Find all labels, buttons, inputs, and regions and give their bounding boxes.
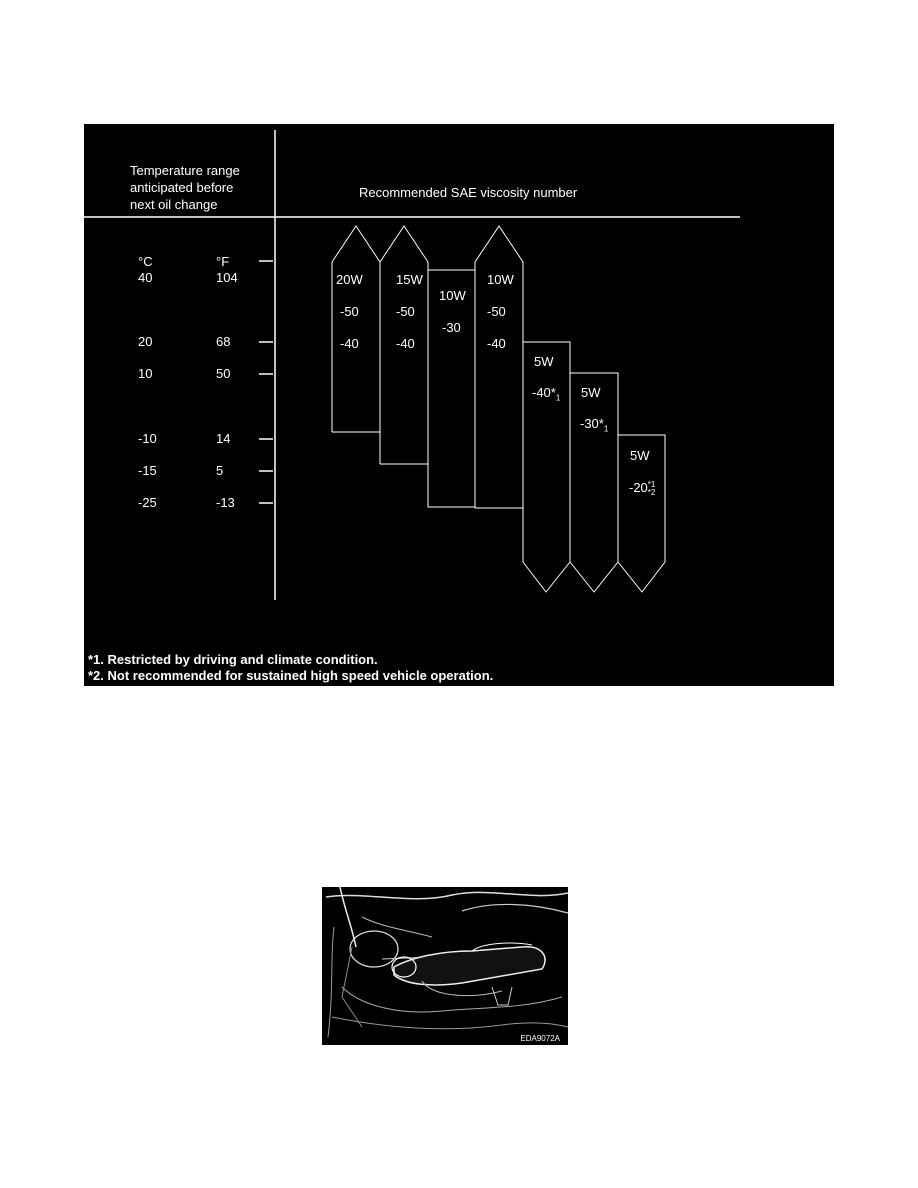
grade-bar-10w-40 — [475, 226, 523, 508]
temp-c: 10 — [138, 366, 153, 381]
grade-value-text: -30* — [580, 416, 604, 431]
temp-c: -25 — [138, 495, 157, 510]
grade-value — [532, 385, 560, 403]
grade-name: 5W — [630, 448, 650, 463]
footnote-marker: *1 — [647, 479, 656, 489]
grade-bar-5w-40 — [523, 342, 570, 592]
temp-f: 5 — [216, 463, 224, 478]
footnote-marker: *2 — [647, 487, 656, 497]
temp-c: 20 — [138, 334, 153, 349]
grade-value: -40 — [487, 336, 506, 351]
grade-name: 10W — [439, 288, 466, 303]
temperature-range-header — [130, 162, 240, 213]
temp-c: -10 — [138, 431, 157, 446]
engine-photo-drawing — [322, 887, 568, 1045]
temp-f: 14 — [216, 431, 231, 446]
footnote-1: *1. Restricted by driving and climate condition. — [88, 652, 378, 667]
fahrenheit-unit: °F — [216, 254, 230, 269]
grade-bar-10w-30 — [428, 270, 475, 507]
grade-value: -30 — [442, 320, 461, 335]
temp-c: -15 — [138, 463, 157, 478]
temp-f: -13 — [216, 495, 235, 510]
grade-value — [580, 416, 608, 434]
grade-value: -40 — [340, 336, 359, 351]
engine-photo — [322, 887, 568, 1045]
temp-f: 68 — [216, 334, 231, 349]
grade-value — [629, 480, 655, 497]
footnote-marker: 1 — [603, 424, 609, 434]
viscosity-chart — [84, 124, 834, 686]
header-line: Temperature range — [130, 163, 240, 178]
header-line: anticipated before — [130, 180, 234, 195]
photo-caption: EDA9072A — [520, 1034, 560, 1043]
celsius-unit: °C — [138, 254, 153, 269]
grade-bar-20w — [332, 226, 380, 432]
grade-name: 5W — [534, 354, 554, 369]
grade-name: 20W — [336, 272, 363, 287]
grade-value: -40 — [396, 336, 415, 351]
header-line: next oil change — [130, 197, 218, 212]
grade-value-text: -40* — [532, 385, 556, 400]
grade-name: 5W — [581, 385, 601, 400]
viscosity-header: Recommended SAE viscosity number — [359, 185, 578, 200]
grade-name: 10W — [487, 272, 514, 287]
grade-name: 15W — [396, 272, 423, 287]
temp-c: 40 — [138, 270, 153, 285]
grade-bar-5w-30 — [570, 373, 618, 592]
grade-value: -50 — [487, 304, 506, 319]
temp-f: 104 — [216, 270, 238, 285]
grade-value: -50 — [340, 304, 359, 319]
grade-value-text: -20 — [629, 480, 648, 495]
footnote-marker: 1 — [555, 393, 561, 403]
grade-value: -50 — [396, 304, 415, 319]
footnote-2: *2. Not recommended for sustained high speed vehicle operation. — [88, 668, 494, 683]
temp-f: 50 — [216, 366, 231, 381]
